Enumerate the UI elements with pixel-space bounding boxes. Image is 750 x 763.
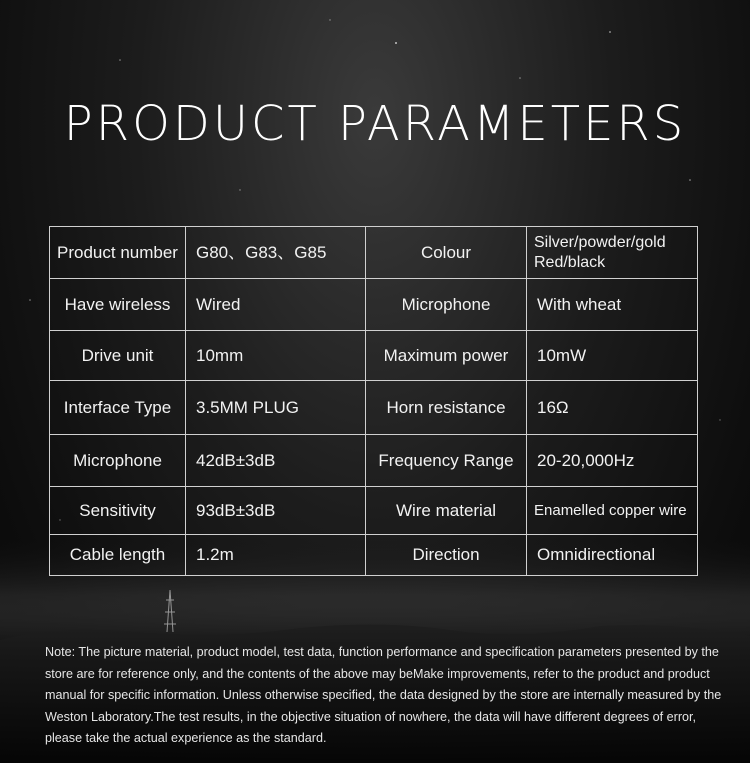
param-label: Frequency Range: [366, 435, 527, 487]
table-row: [50, 487, 698, 535]
param-value: 10mW: [527, 331, 698, 381]
param-value: With wheat: [527, 279, 698, 331]
param-value: G80、G83、G85: [186, 227, 366, 279]
param-label: Maximum power: [366, 331, 527, 381]
param-value: 42dB±3dB: [186, 435, 366, 487]
param-value: 93dB±3dB: [186, 487, 366, 535]
param-label: Have wireless: [50, 279, 186, 331]
param-value: Omnidirectional: [527, 535, 698, 576]
param-value: 20-20,000Hz: [527, 435, 698, 487]
parameters-table: [49, 226, 698, 576]
table-row: [50, 279, 698, 331]
param-value: Enamelled copper wire: [527, 487, 698, 535]
param-value: 3.5MM PLUG: [186, 381, 366, 435]
param-value: 1.2m: [186, 535, 366, 576]
table-row: [50, 227, 698, 279]
param-label: Cable length: [50, 535, 186, 576]
disclaimer-note: Note: The picture material, product model, test data, function performance and specification parameters presented by the store are for reference only, and the contents of the above may beMake improvements, refer to the product and product manual for specific information. Unless otherwise specified, the data designed by the store are internally measured by the Weston Laboratory.The test results, in the objective situation of nowhere, the data will have different degrees of error, please take the actual experience as the standard.: [45, 645, 722, 745]
param-label: Horn resistance: [366, 381, 527, 435]
param-label: Product number: [50, 227, 186, 279]
param-label: Microphone: [50, 435, 186, 487]
colour-value: [534, 234, 666, 271]
table-row: [50, 381, 698, 435]
param-label: Colour: [366, 227, 527, 279]
param-label: Direction: [366, 535, 527, 576]
table-row: [50, 331, 698, 381]
page-title: PRODUCT PARAMETERS: [63, 96, 687, 152]
param-label: Sensitivity: [50, 487, 186, 535]
table-row: [50, 435, 698, 487]
param-label: Microphone: [366, 279, 527, 331]
param-label: Wire material: [366, 487, 527, 535]
table-row: [50, 535, 698, 576]
param-label: Interface Type: [50, 381, 186, 435]
colour-value-line: Red/black: [534, 253, 606, 271]
param-label: Drive unit: [50, 331, 186, 381]
param-value: 10mm: [186, 331, 366, 381]
param-value: 16Ω: [527, 381, 698, 435]
param-value: [527, 227, 698, 279]
colour-value-line: Silver/powder/gold: [534, 233, 666, 251]
param-value: Wired: [186, 279, 366, 331]
